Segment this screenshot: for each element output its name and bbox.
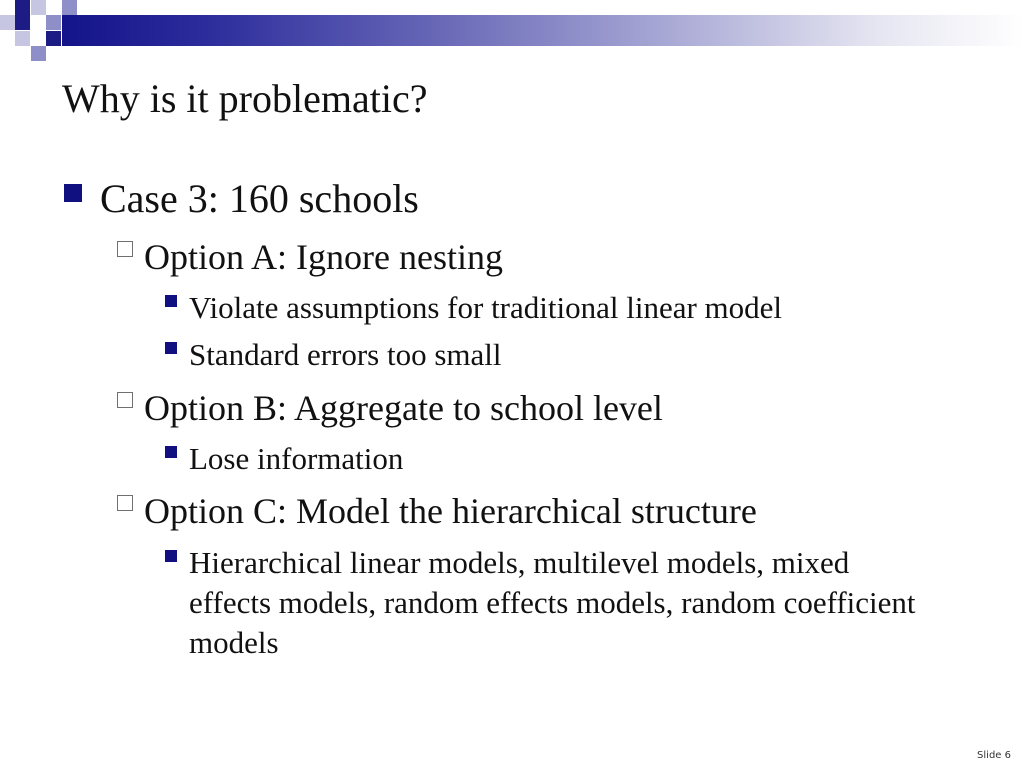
header-square-decoration	[15, 0, 30, 15]
filled-square-bullet-icon	[64, 184, 82, 202]
hollow-square-bullet-icon	[117, 392, 133, 408]
bullet-lose-information	[165, 439, 403, 479]
filled-square-bullet-icon	[165, 342, 177, 354]
bullet-hierarchical-models	[165, 543, 929, 663]
header-square-decoration	[0, 15, 15, 30]
slide-number: Slide 6	[977, 750, 1011, 761]
bullet-option-c	[117, 490, 757, 532]
bullet-text: Lose information	[189, 441, 404, 476]
bullet-text: Standard errors too small	[189, 337, 502, 372]
header-square-decoration	[15, 31, 30, 46]
filled-square-bullet-icon	[165, 550, 177, 562]
bullet-text: Option B: Aggregate to school level	[144, 388, 663, 428]
bullet-text: Option A: Ignore nesting	[144, 237, 503, 277]
bullet-option-b	[117, 387, 663, 429]
filled-square-bullet-icon	[165, 295, 177, 307]
header-square-decoration	[15, 15, 30, 30]
bullet-text: Case 3: 160 schools	[100, 176, 419, 221]
bullet-violate-assumptions	[165, 288, 782, 328]
header-square-decoration	[31, 0, 46, 15]
header-square-decoration	[62, 0, 77, 15]
header-square-decoration	[31, 46, 46, 61]
bullet-text: Option C: Model the hierarchical structure	[144, 491, 757, 531]
bullet-text: Hierarchical linear models, multilevel models, mixed effects models, random effects models, random coefficient models	[189, 545, 916, 660]
bullet-text: Violate assumptions for traditional linear model	[189, 290, 783, 325]
header-square-decoration	[46, 31, 61, 46]
hollow-square-bullet-icon	[117, 241, 133, 257]
bullet-standard-errors	[165, 335, 502, 375]
filled-square-bullet-icon	[165, 446, 177, 458]
hollow-square-bullet-icon	[117, 495, 133, 511]
bullet-case-3	[64, 175, 419, 223]
header-gradient-band	[62, 15, 1024, 46]
bullet-option-a	[117, 236, 503, 278]
slide-title: Why is it problematic?	[62, 76, 428, 121]
header-square-decoration	[46, 15, 61, 30]
